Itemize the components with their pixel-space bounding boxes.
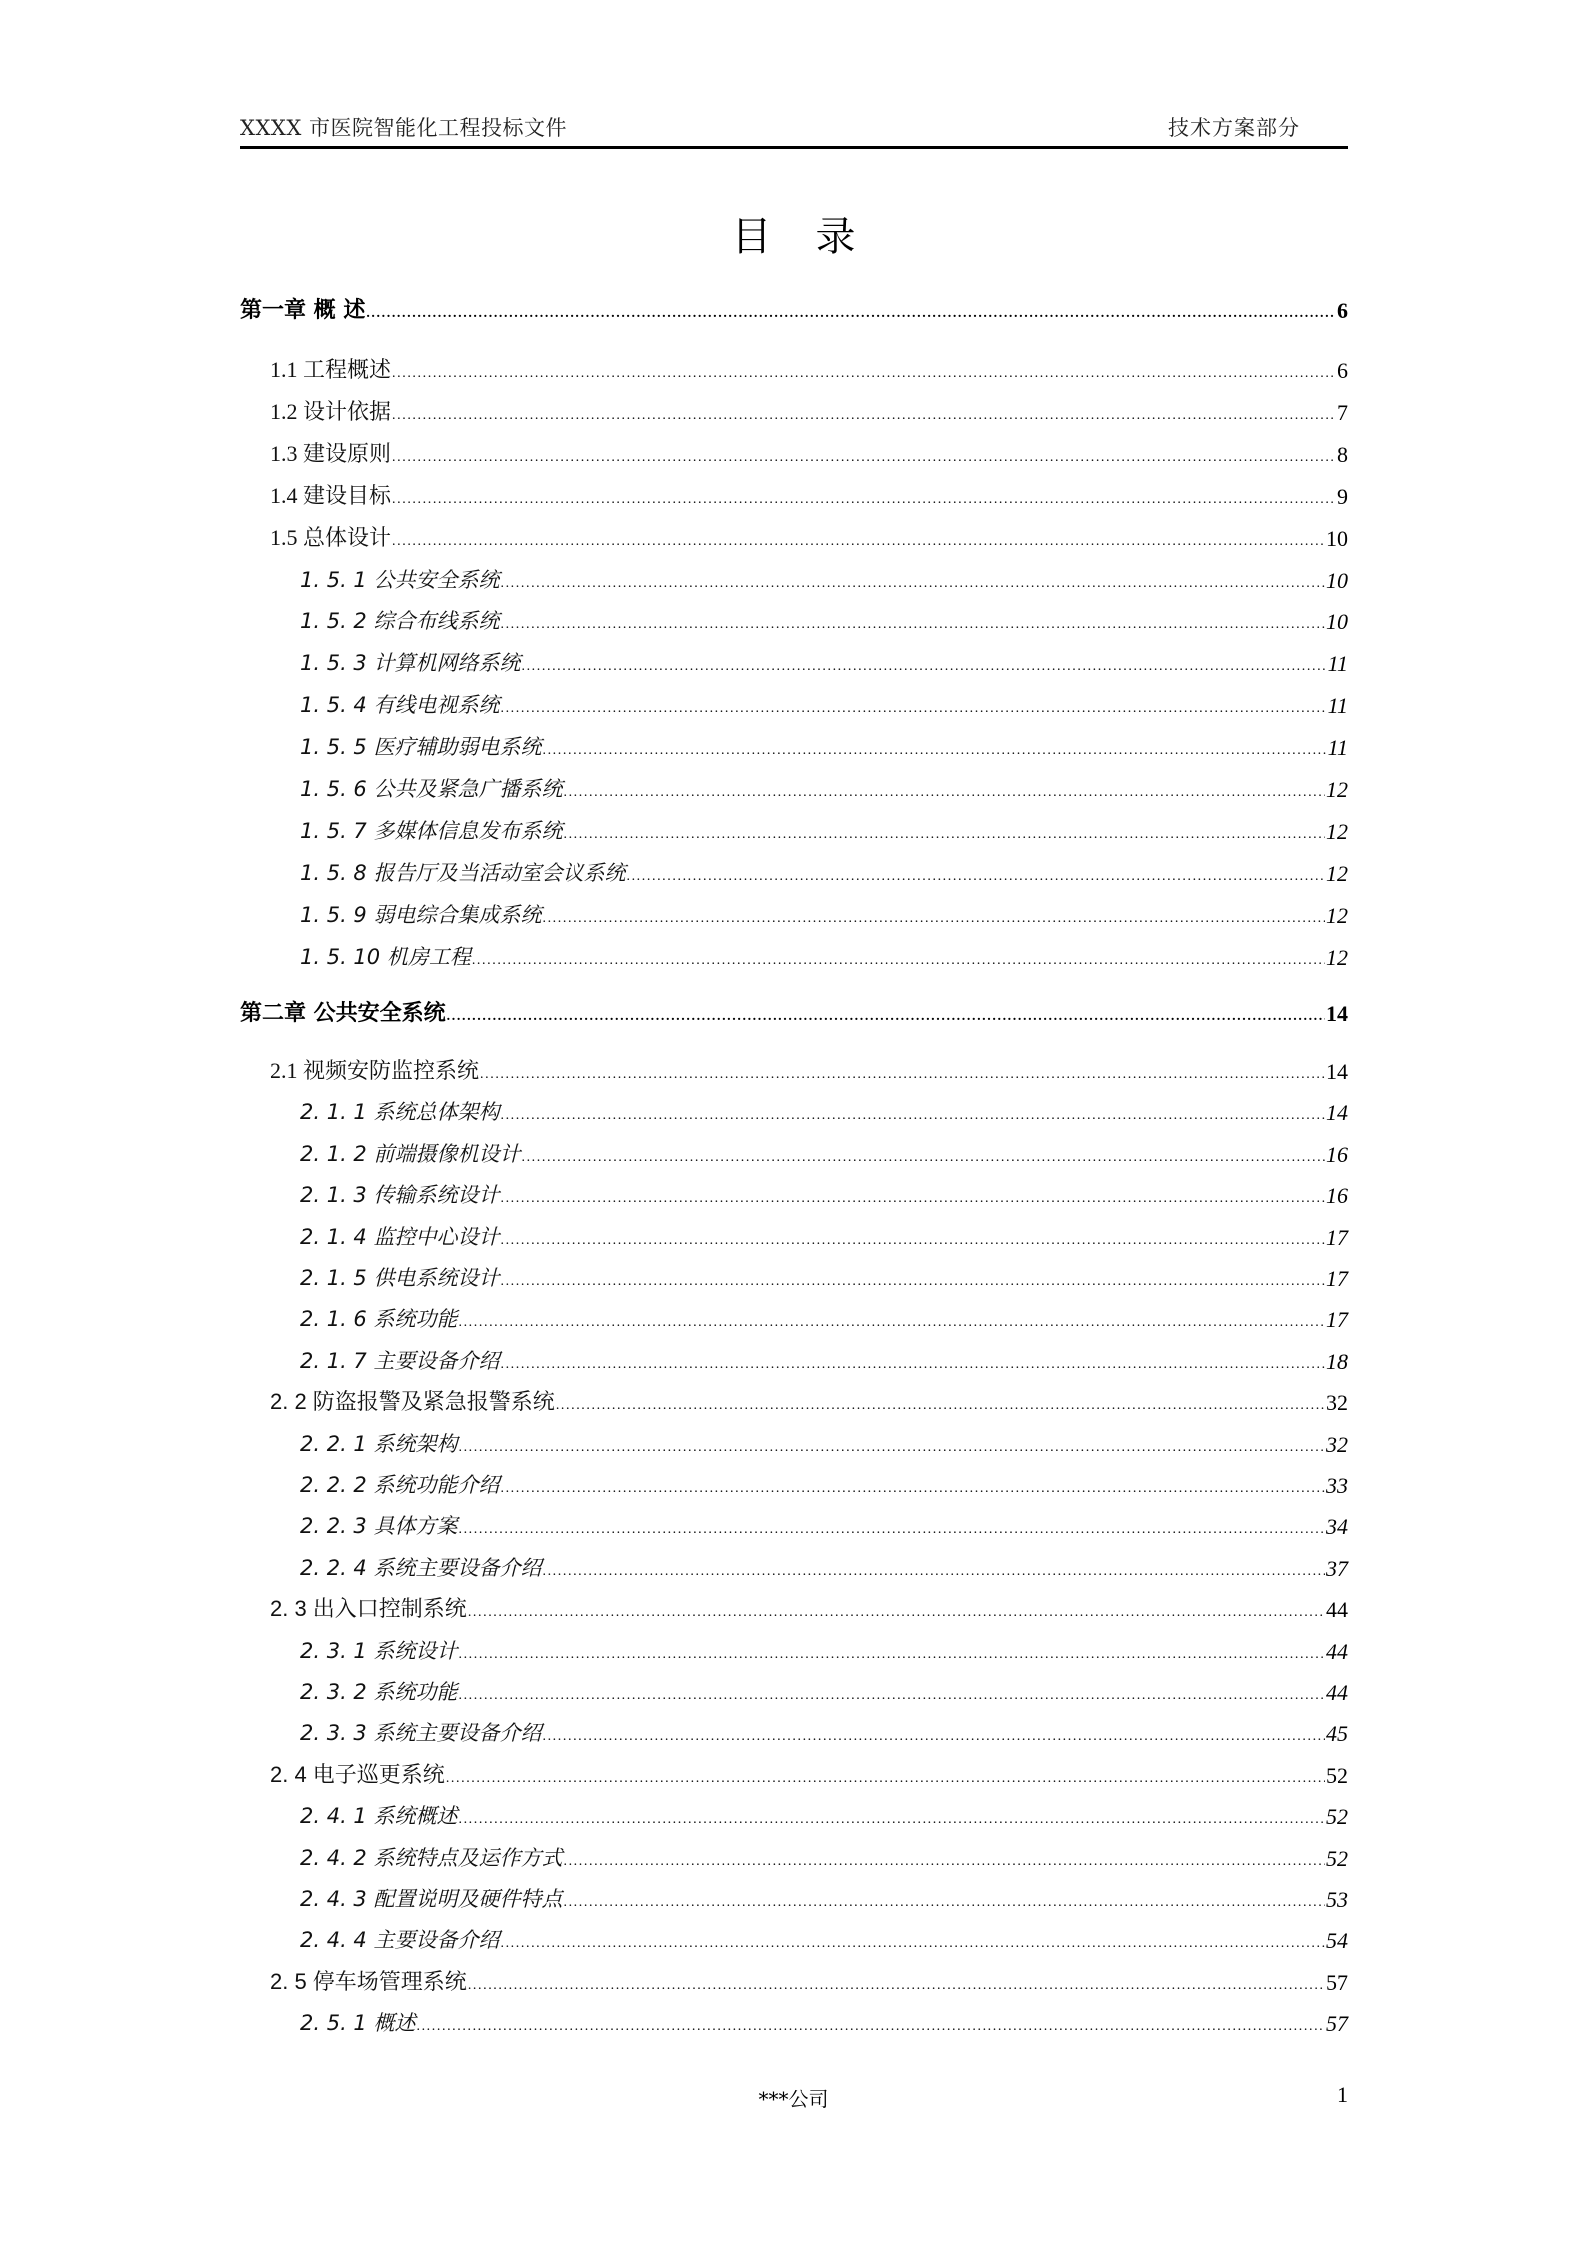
- dot-leader: [480, 1061, 1325, 1085]
- page-title: [0, 205, 1587, 262]
- toc-entry-label: 2. 3. 2 系统功能: [300, 1680, 458, 1704]
- dot-leader: [392, 402, 1336, 426]
- dot-leader: [563, 1889, 1325, 1913]
- toc-subsection-entry[interactable]: [240, 1301, 1348, 1333]
- toc-entry-label: 1. 5. 4 有线电视系统: [300, 693, 500, 718]
- dot-leader: [392, 486, 1336, 510]
- toc-subsection-entry[interactable]: [240, 1550, 1348, 1582]
- toc-entry-label: 2. 4. 2 系统特点及运作方式: [300, 1845, 563, 1870]
- toc-entry-label: 1. 5. 7 多媒体信息发布系统: [300, 818, 563, 843]
- toc-chapter-entry[interactable]: [240, 292, 1348, 324]
- toc-entry-label: 1. 5. 6 公共及紧急广播系统: [300, 777, 563, 801]
- toc-entry-label: 1. 5. 5 医疗辅助弱电系统: [300, 735, 542, 760]
- toc-entry-page-number: 16: [1326, 1183, 1348, 1209]
- dot-leader: [500, 1930, 1325, 1954]
- toc-entry-page-number: 9: [1337, 483, 1348, 509]
- toc-subsection-entry[interactable]: [240, 771, 1348, 803]
- toc-entry-page-number: 12: [1326, 944, 1348, 970]
- toc-entry-page-number: 14: [1326, 1059, 1348, 1084]
- toc-entry-page-number: 16: [1326, 1141, 1348, 1167]
- toc-subsection-entry[interactable]: [240, 1881, 1348, 1913]
- dot-leader: [521, 1144, 1325, 1168]
- toc-subsection-entry[interactable]: [240, 855, 1348, 887]
- toc-subsection-entry[interactable]: [240, 1674, 1348, 1706]
- toc-entry-page-number: 10: [1326, 609, 1348, 635]
- toc-section-entry[interactable]: [240, 1384, 1348, 1416]
- toc-entry-page-number: 33: [1326, 1473, 1348, 1498]
- toc-entry-page-number: 11: [1327, 693, 1348, 719]
- dot-leader: [500, 1475, 1325, 1499]
- toc-entry-page-number: 34: [1326, 1514, 1348, 1540]
- title-char-1: 目: [731, 214, 772, 260]
- toc-entry-label: 1. 5. 10 机房工程: [300, 944, 471, 969]
- dot-leader: [542, 1723, 1325, 1747]
- toc-entry-label: 1.5 总体设计: [270, 524, 392, 550]
- toc-subsection-entry[interactable]: [240, 1715, 1348, 1747]
- toc-subsection-entry[interactable]: [240, 603, 1348, 635]
- toc-subsection-entry[interactable]: [240, 1177, 1348, 1209]
- toc-subsection-entry[interactable]: [240, 1840, 1348, 1872]
- toc-entry-page-number: 44: [1326, 1597, 1348, 1623]
- toc-entry-page-number: 12: [1326, 860, 1348, 886]
- toc-subsection-entry[interactable]: [240, 729, 1348, 761]
- toc-entry-label: 2. 3. 1 系统设计: [300, 1638, 458, 1663]
- toc-subsection-entry[interactable]: [240, 2005, 1348, 2037]
- toc-entry-label: 2. 5. 1 概述: [300, 2011, 416, 2036]
- toc-chapter-entry[interactable]: [240, 995, 1348, 1027]
- dot-leader: [446, 1765, 1325, 1789]
- toc-section-entry[interactable]: [240, 520, 1348, 552]
- toc-entry-page-number: 11: [1327, 651, 1348, 677]
- dot-leader: [458, 1641, 1325, 1665]
- dot-leader: [392, 360, 1336, 384]
- toc-entry-page-number: 10: [1326, 567, 1348, 593]
- dot-leader: [626, 863, 1325, 887]
- toc-entry-label: 1.4 建设目标: [270, 482, 392, 508]
- toc-entry-label: 1.2 设计依据: [270, 398, 392, 424]
- toc-entry-label: 1. 5. 1 公共安全系统: [300, 567, 500, 592]
- toc-entry-label: 2. 1. 1 系统总体架构: [300, 1100, 500, 1125]
- toc-entry-label: 2. 2. 4 系统主要设备介绍: [300, 1555, 542, 1580]
- toc-entry-label: 第二章 公共安全系统: [240, 1001, 446, 1026]
- toc-subsection-entry[interactable]: [240, 645, 1348, 677]
- toc-entry-label: 1. 5. 9 弱电综合集成系统: [300, 902, 542, 927]
- toc-entry-page-number: 12: [1326, 902, 1348, 928]
- toc-entry-page-number: 7: [1337, 399, 1348, 425]
- toc-entry-label: 2.1 视频安防监控系统: [270, 1058, 480, 1083]
- dot-leader: [366, 300, 1336, 324]
- toc-subsection-entry[interactable]: [240, 897, 1348, 929]
- toc-entry-page-number: 54: [1326, 1928, 1348, 1954]
- toc-entry-page-number: 6: [1337, 298, 1348, 323]
- dot-leader: [447, 1003, 1325, 1027]
- toc-subsection-entry[interactable]: [240, 939, 1348, 971]
- toc-entry-label: 2. 3 出入口控制系统: [270, 1596, 467, 1622]
- toc-entry-label: 1. 5. 8 报告厅及当活动室会议系统: [300, 860, 626, 885]
- toc-section-entry[interactable]: [240, 1757, 1348, 1789]
- toc-subsection-entry[interactable]: [240, 1094, 1348, 1126]
- toc-entry-label: 1. 5. 2 综合布线系统: [300, 609, 500, 634]
- toc-section-entry[interactable]: [240, 1964, 1348, 1996]
- toc-entry-label: 2. 2. 2 系统功能介绍: [300, 1473, 500, 1497]
- toc-entry-label: 2. 2. 1 系统架构: [300, 1431, 458, 1456]
- footer-company: ***公司: [758, 2087, 829, 2111]
- dot-leader: [416, 2013, 1325, 2037]
- toc-section-entry[interactable]: [240, 1591, 1348, 1623]
- dot-leader: [392, 528, 1325, 552]
- toc-subsection-entry[interactable]: [240, 1467, 1348, 1499]
- toc-entry-page-number: 11: [1327, 735, 1348, 761]
- toc-entry-page-number: 44: [1326, 1638, 1348, 1664]
- dot-leader: [458, 1434, 1325, 1458]
- toc-subsection-entry[interactable]: [240, 1343, 1348, 1375]
- toc-entry-page-number: 52: [1326, 1804, 1348, 1830]
- dot-leader: [542, 737, 1326, 761]
- toc-entry-label: 1.3 建设原则: [270, 440, 392, 466]
- dot-leader: [556, 1392, 1325, 1416]
- toc-entry-label: 2. 2. 3 具体方案: [300, 1514, 458, 1539]
- dot-leader: [542, 905, 1325, 929]
- dot-leader: [500, 1185, 1325, 1209]
- dot-leader: [563, 779, 1325, 803]
- toc-entry-label: 2. 1. 3 传输系统设计: [300, 1183, 500, 1208]
- dot-leader: [542, 1558, 1325, 1582]
- toc-entry-label: 2. 1. 5 供电系统设计: [300, 1266, 500, 1290]
- toc-entry-page-number: 57: [1326, 2011, 1348, 2037]
- header-section-label: 技术方案部分: [1168, 116, 1300, 140]
- header-divider: [240, 146, 1348, 149]
- page-header: [240, 112, 1348, 148]
- toc-subsection-entry[interactable]: [240, 1219, 1348, 1251]
- toc-entry-page-number: 52: [1326, 1762, 1348, 1788]
- toc-entry-label: 1. 5. 3 计算机网络系统: [300, 651, 521, 676]
- toc-entry-page-number: 37: [1326, 1555, 1348, 1581]
- dot-leader: [500, 1102, 1325, 1126]
- toc-entry-page-number: 18: [1326, 1348, 1348, 1374]
- title-char-2: 录: [815, 214, 856, 260]
- toc-entry-label: 2. 4. 3 配置说明及硬件特点: [300, 1887, 563, 1911]
- toc-subsection-entry[interactable]: [240, 1260, 1348, 1292]
- toc-entry-page-number: 8: [1337, 441, 1348, 467]
- toc-entry-page-number: 53: [1326, 1887, 1348, 1912]
- footer-page-number: 1: [1337, 2082, 1348, 2107]
- dot-leader: [500, 1351, 1325, 1375]
- toc-entry-page-number: 32: [1326, 1390, 1348, 1416]
- dot-leader: [458, 1806, 1325, 1830]
- toc-section-entry[interactable]: [240, 394, 1348, 426]
- toc-entry-page-number: 32: [1326, 1431, 1348, 1457]
- dot-leader: [500, 1268, 1325, 1292]
- toc-entry-label: 2. 4 电子巡更系统: [270, 1761, 445, 1787]
- header-document-title: XXXX 市医院智能化工程投标文件: [240, 116, 567, 140]
- dot-leader: [521, 653, 1326, 677]
- toc-section-entry[interactable]: [240, 352, 1348, 384]
- toc-subsection-entry[interactable]: [240, 687, 1348, 719]
- toc-entry-label: 第一章 概 述: [240, 298, 366, 323]
- toc-entry-label: 2. 4. 1 系统概述: [300, 1804, 458, 1829]
- dot-leader: [392, 444, 1336, 468]
- toc-entry-label: 2. 1. 2 前端摄像机设计: [300, 1141, 521, 1166]
- dot-leader: [500, 695, 1326, 719]
- toc-entry-page-number: 57: [1326, 1969, 1348, 1995]
- toc-entry-label: 2. 1. 4 监控中心设计: [300, 1224, 500, 1249]
- toc-subsection-entry[interactable]: [240, 562, 1348, 594]
- toc-section-entry[interactable]: [240, 436, 1348, 468]
- toc-subsection-entry[interactable]: [240, 1136, 1348, 1168]
- toc-entry-page-number: 44: [1326, 1680, 1348, 1705]
- toc-section-entry[interactable]: [240, 478, 1348, 510]
- toc-subsection-entry[interactable]: [240, 1922, 1348, 1954]
- toc-entry-page-number: 12: [1326, 818, 1348, 844]
- toc-entry-page-number: 52: [1326, 1845, 1348, 1871]
- toc-subsection-entry[interactable]: [240, 1633, 1348, 1665]
- dot-leader: [500, 1227, 1325, 1251]
- toc-entry-label: 2. 1. 7 主要设备介绍: [300, 1348, 500, 1373]
- dot-leader: [500, 570, 1325, 594]
- toc-subsection-entry[interactable]: [240, 813, 1348, 845]
- toc-entry-page-number: 17: [1326, 1266, 1348, 1291]
- dot-leader: [458, 1309, 1325, 1333]
- toc-entry-page-number: 45: [1326, 1721, 1348, 1747]
- toc-entry-label: 1.1 工程概述: [270, 357, 392, 382]
- toc-entry-page-number: 17: [1326, 1307, 1348, 1333]
- dot-leader: [468, 1972, 1325, 1996]
- toc-entry-label: 2. 5 停车场管理系统: [270, 1968, 467, 1994]
- dot-leader: [563, 821, 1325, 845]
- toc-entry-page-number: 14: [1326, 1001, 1348, 1026]
- toc-subsection-entry[interactable]: [240, 1508, 1348, 1540]
- toc-entry-page-number: 14: [1326, 1100, 1348, 1126]
- toc-entry-label: 2. 1. 6 系统功能: [300, 1307, 458, 1332]
- toc-subsection-entry[interactable]: [240, 1426, 1348, 1458]
- toc-entry-label: 2. 4. 4 主要设备介绍: [300, 1928, 500, 1953]
- toc-entry-page-number: 17: [1326, 1224, 1348, 1250]
- toc-entry-page-number: 10: [1326, 525, 1348, 551]
- dot-leader: [458, 1682, 1325, 1706]
- dot-leader: [563, 1848, 1325, 1872]
- toc-subsection-entry[interactable]: [240, 1798, 1348, 1830]
- toc-entry-label: 2. 2 防盗报警及紧急报警系统: [270, 1389, 555, 1415]
- toc-entry-page-number: 6: [1337, 358, 1348, 383]
- dot-leader: [472, 947, 1325, 971]
- dot-leader: [458, 1516, 1325, 1540]
- toc-section-entry[interactable]: [240, 1053, 1348, 1085]
- toc-entry-page-number: 12: [1326, 777, 1348, 802]
- toc-entry-label: 2. 3. 3 系统主要设备介绍: [300, 1721, 542, 1746]
- dot-leader: [500, 611, 1325, 635]
- dot-leader: [468, 1599, 1325, 1623]
